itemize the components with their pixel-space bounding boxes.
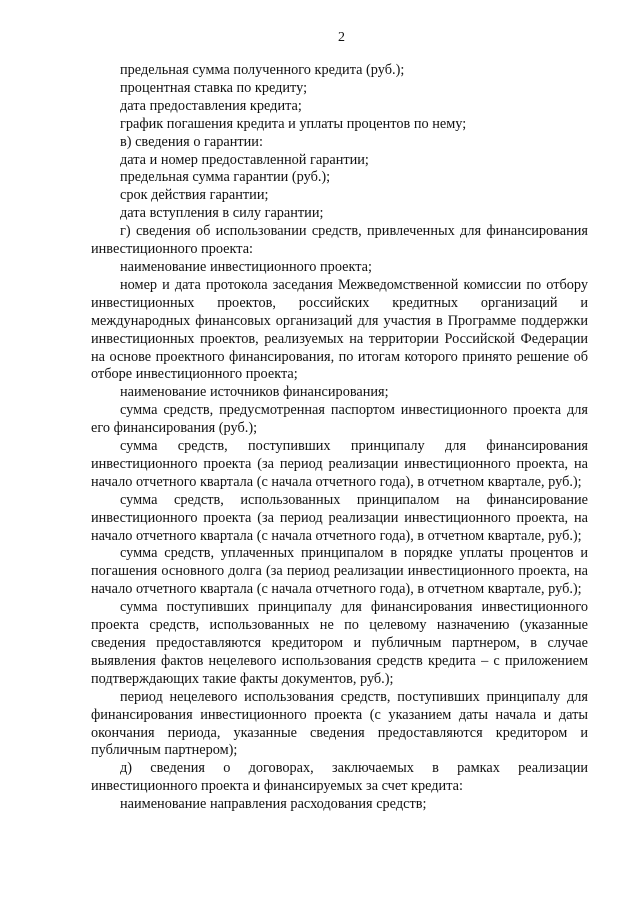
paragraph: наименование инвестиционного проекта; [120,258,372,275]
paragraph: период нецелевого использования средств, поступивших принципалу для финансирования инвестиционного проекта (с указанием даты начала и даты окончания периода, указанные сведения предоставляются кредитором и публичным партнером); [91,688,588,759]
paragraph: сумма средств, предусмотренная паспортом инвестиционного проекта для его финансирования (руб.); [91,402,588,437]
paragraph: наименование направления расходования средств; [120,796,427,813]
paragraph: в) сведения о гарантии: [120,133,263,150]
paragraph: наименование источников финансирования; [120,384,389,401]
paragraph: дата и номер предоставленной гарантии; [120,151,369,168]
paragraph: срок действия гарантии; [120,187,269,204]
paragraph: г) сведения об использовании средств, привлеченных для финансирования инвестиционного проекта: [91,223,588,258]
paragraph: сумма средств, уплаченных принципалом в порядке уплаты процентов и погашения основного долга (за период реализации инвестиционного проекта, на начало отчетного квартала (с начала отчетного года), в отчетном квартале, руб.); [91,545,588,598]
document-body [91,62,588,814]
page-number: 2 [338,30,345,45]
paragraph: дата вступления в силу гарантии; [120,205,324,222]
paragraph: предельная сумма полученного кредита (руб.); [120,62,405,78]
paragraph: сумма средств, поступивших принципалу для финансирования инвестиционного проекта (за период реализации инвестиционного проекта, на начало отчетного квартала (с начала отчетного года), в отчетном квартале, руб.); [91,438,588,490]
paragraph: предельная сумма гарантии (руб.); [120,169,331,186]
paragraph: номер и дата протокола заседания Межведомственной комиссии по отбору инвестиционных проектов, российских кредитных организаций и международных финансовых организаций для участия в Программе поддержки инвестиционных проектов, реализуемых на территории Российской Федерации на основе проектного финансирования, по итогам которого принято решение об отборе инвестиционного проекта; [91,276,588,383]
paragraph: сумма поступивших принципалу для финансирования инвестиционного проекта средств, использованных не по целевому назначению (указанные сведения предоставляются кредитором и публичным партнером, в случае выявления фактов нецелевого использования средств кредита – с приложением подтверждающих такие факты документов, руб.); [91,599,588,687]
paragraph: д) сведения о договорах, заключаемых в рамках реализации инвестиционного проекта и финансируемых за счет кредита: [91,760,588,795]
paragraph: дата предоставления кредита; [120,97,302,114]
paragraph: сумма средств, использованных принципалом на финансирование инвестиционного проекта (за период реализации инвестиционного проекта, на начало отчетного квартала (с начала отчетного года), в отчетном квартале, руб.); [91,491,588,544]
paragraph: график погашения кредита и уплаты процентов по нему; [120,115,467,132]
paragraph: процентная ставка по кредиту; [120,79,308,96]
